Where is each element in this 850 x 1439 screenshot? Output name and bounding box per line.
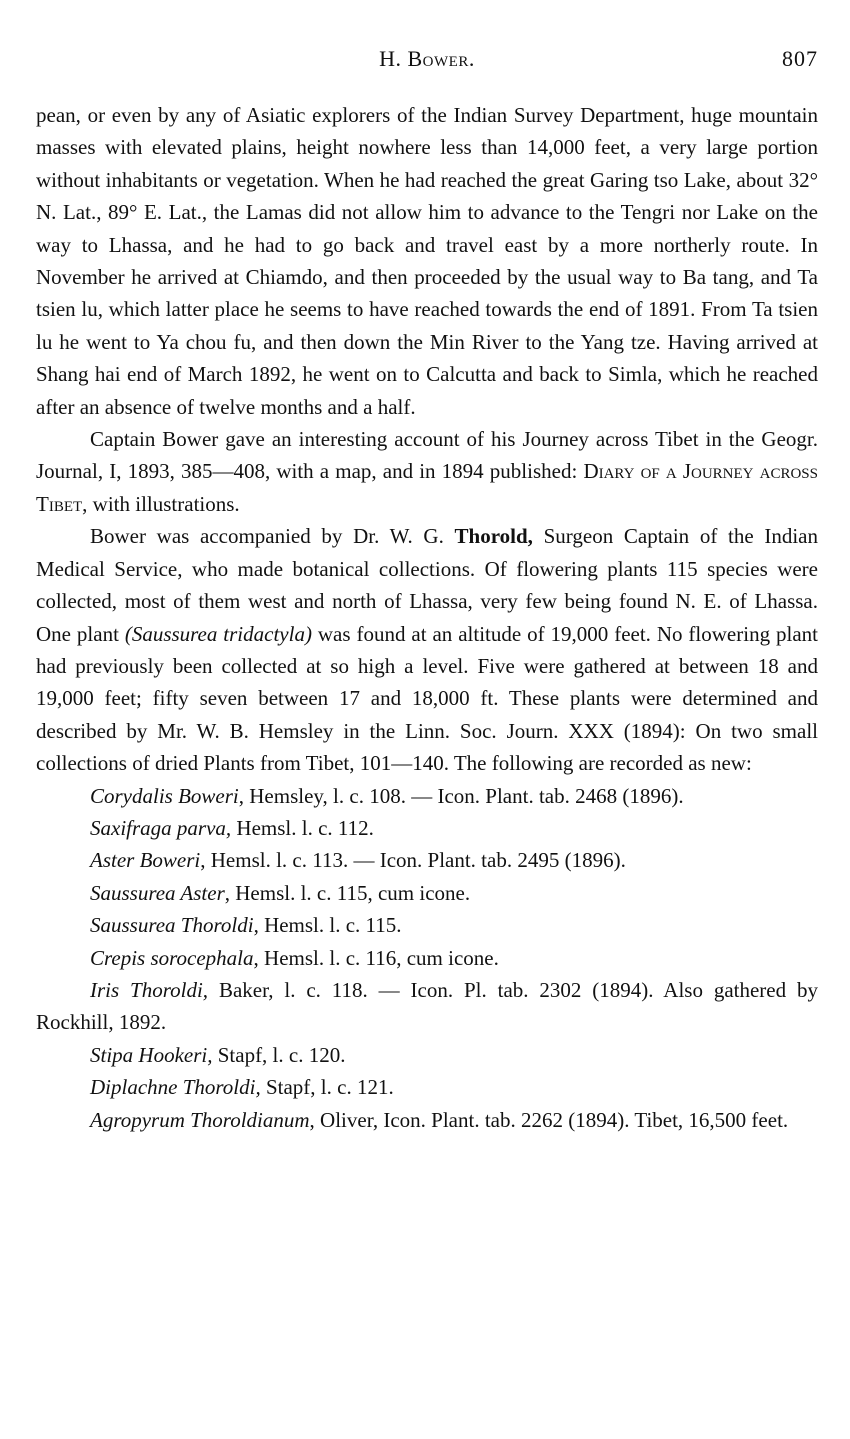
species-entry bbox=[36, 877, 818, 909]
species-citation: , Hemsl. l. c. 115. bbox=[253, 913, 402, 938]
species-citation: Stapf, l. c. 120. bbox=[212, 1042, 346, 1067]
paragraph-text: pean, or even by any of Asiatic explorers of the Indian Survey Department, huge mountain masses with elevated plains, height nowhere less than 14,000 feet, a very large portion without inhabitants or vegetation. When he had reached the great Garing tso Lake, about 32° N. Lat., 89° E. Lat., the Lamas did not allow him to advance to the Tengri nor Lake on the way to Lhassa, and he had to go back and travel east by a more northerly route. In November he arrived at Chiamdo, and then proceeded by the usual way to Ba tang, and Ta tsien lu, which latter place he seems to have reached towards the end of 1891. From Ta tsien lu he went to Ya chou fu, and then down the Min River to the Yang tze. Having arrived at Shang hai end of March 1892, he went on to Calcutta and back to Simla, which he reached after an absence of twelve months and a half. bbox=[36, 103, 818, 419]
species-citation: , Oliver, Icon. Plant. tab. 2262 (1894). Tibet, 16,500 feet. bbox=[309, 1107, 789, 1132]
species-name: Iris Thoroldi, bbox=[90, 977, 209, 1002]
paragraph-text: Bower was accompanied by Dr. W. G. bbox=[90, 524, 455, 549]
paragraph-3 bbox=[36, 520, 818, 779]
species-entry bbox=[36, 1071, 818, 1103]
species-entry bbox=[36, 844, 818, 876]
species-name: Corydalis Boweri bbox=[90, 783, 239, 808]
species-name: Crepis sorocephala bbox=[90, 945, 254, 970]
species-citation: , Hemsl. l. c. 115, cum icone. bbox=[224, 880, 471, 905]
paragraph-text: Captain Bower gave an interesting account of his Journey across Tibet in the Geogr. Journal, I, 1893, 385—408, with a map, and in 1894 published: bbox=[36, 427, 818, 484]
species-name: Stipa Hookeri, bbox=[90, 1042, 213, 1067]
species-entry bbox=[36, 1104, 818, 1136]
species-name: Saussurea Thoroldi bbox=[90, 913, 254, 938]
species-citation: , Hemsl. l. c. 113. — Icon. Plant. tab. 2495 (1896). bbox=[200, 848, 626, 873]
species-citation: Stapf, l. c. 121. bbox=[260, 1075, 394, 1100]
page-body bbox=[36, 99, 818, 1136]
species-entry bbox=[36, 1039, 818, 1071]
species-entry bbox=[36, 909, 818, 941]
species-citation: , Hemsl. l. c. 116, cum icone. bbox=[253, 945, 499, 970]
species-name: Aster Boweri bbox=[90, 848, 201, 873]
book-title: Diary of a Journey across Tibet bbox=[36, 459, 818, 516]
paragraph-text: Surgeon Captain of the Indian Medical Service, who made botanical collections. Of flowering plants 115 species were collected, most of them west and north of Lhassa, very few being found N. E. of Lhassa. One plant bbox=[36, 524, 818, 646]
species-entry bbox=[36, 812, 818, 844]
paragraph-2 bbox=[36, 423, 818, 520]
paragraph-1 bbox=[36, 99, 818, 423]
species-name: Saxifraga parva, bbox=[90, 815, 232, 840]
species-list bbox=[36, 780, 818, 1136]
page-number: 807 bbox=[782, 46, 818, 71]
species-name: Saussurea Aster bbox=[90, 880, 225, 905]
paragraph-text: , with illustrations. bbox=[82, 491, 240, 516]
species-citation: Hemsl. l. c. 112. bbox=[231, 815, 374, 840]
paragraph-text: was found at an altitude of 19,000 feet. No flowering plant had previously been collected at so high a level. Five were gathered at between 18 and 19,000 feet; fifty seven between 17 and 18,000 ft. These plants were determined and described by Mr. W. B. Hemsley in the Linn. Soc. Journ. XXX (1894): On two small collections of dried Plants from Tibet, 101—140. The following are recorded as new: bbox=[36, 621, 818, 776]
person-name: Thorold, bbox=[454, 524, 533, 549]
species-name: Diplachne Thoroldi, bbox=[90, 1075, 261, 1100]
species-entry bbox=[36, 974, 818, 1039]
running-head: H. Bower. bbox=[379, 46, 475, 71]
page-header bbox=[36, 46, 818, 78]
species-citation: , Hemsley, l. c. 108. — Icon. Plant. tab. 2468 (1896). bbox=[238, 783, 684, 808]
species-entry bbox=[36, 780, 818, 812]
species-entry bbox=[36, 942, 818, 974]
species-citation: Baker, l. c. 118. — Icon. Pl. tab. 2302 (1894). Also gathered by Rockhill, 1892. bbox=[36, 977, 819, 1035]
species-name: Agropyrum Thoroldianum bbox=[90, 1107, 310, 1132]
species-inline: (Saussurea tridactyla) bbox=[124, 621, 312, 646]
